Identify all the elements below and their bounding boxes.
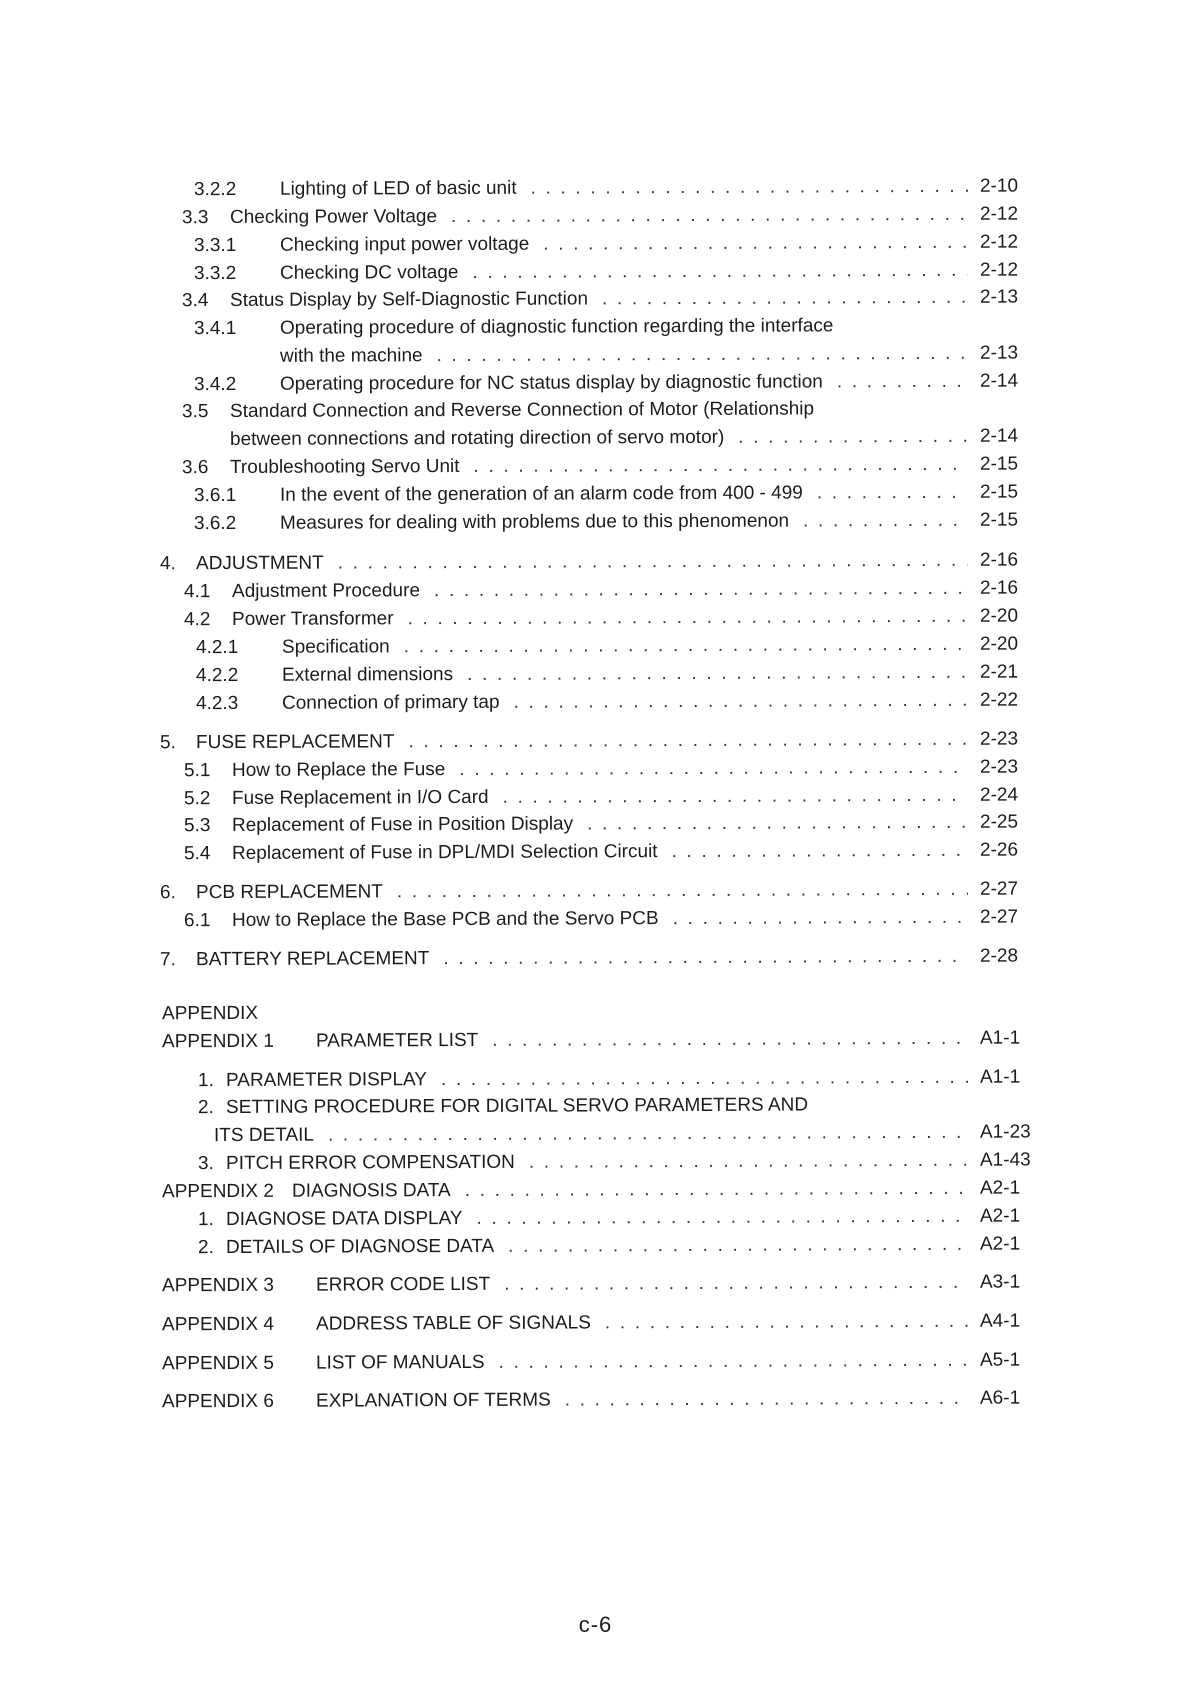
toc-entry-page: A1-43 <box>979 1149 1031 1171</box>
toc-entry-number: 4.2.1 <box>195 636 239 659</box>
toc-entry-number: 3.5 <box>181 401 209 423</box>
toc-entry-title: Fuse Replacement in I/O Card <box>231 786 489 809</box>
toc-entry-page: 2-23 <box>979 728 1019 750</box>
toc-entry-number: 4. <box>159 553 176 575</box>
toc-entry-page: 2-16 <box>979 577 1019 599</box>
toc-entry-page: A4-1 <box>979 1310 1021 1332</box>
toc-entry-title: How to Replace the Fuse <box>231 759 446 781</box>
toc-entry-title: Adjustment Procedure <box>231 580 421 602</box>
dot-leader <box>492 1024 968 1056</box>
toc-entry-title: with the machine <box>279 345 423 367</box>
toc-entry-number: 3.2.2 <box>193 178 237 201</box>
toc-entry-page: 2-13 <box>979 342 1019 364</box>
toc-entry <box>0 903 1022 937</box>
toc-entry-title: DETAILS OF DIAGNOSE DATA <box>225 1235 495 1259</box>
dot-leader <box>602 283 968 315</box>
toc-entry-number: APPENDIX 2 <box>161 1180 274 1203</box>
toc-entry-title: Status Display by Self-Diagnostic Function <box>229 288 589 311</box>
dot-leader <box>529 1146 968 1178</box>
dot-leader <box>671 836 968 867</box>
toc-entry-title: DIAGNOSIS DATA <box>291 1180 451 1202</box>
toc-entry-title: SETTING PROCEDURE FOR DIGITAL SERVO PARAMETERS AND <box>225 1094 809 1119</box>
toc-entry <box>0 1384 1022 1418</box>
dot-leader <box>803 506 968 537</box>
toc-entry-number: APPENDIX 3 <box>161 1274 274 1297</box>
toc-entry-page: 2-24 <box>979 784 1019 806</box>
toc-entry-title: Power Transformer <box>231 608 394 630</box>
dot-leader <box>587 808 968 840</box>
toc-entry <box>0 1230 1022 1264</box>
toc-entry-number: 3.6.1 <box>193 484 237 507</box>
toc-entry-number: 3.4 <box>181 290 209 312</box>
toc-entry-number: 1. <box>197 1070 214 1092</box>
toc-entry-number: 3.3 <box>181 207 209 229</box>
toc-entry-page: A2-1 <box>979 1177 1021 1199</box>
toc-entry-title: ADJUSTMENT <box>195 552 324 575</box>
toc-entry-number: 5.3 <box>183 815 211 837</box>
toc-entry-number: 4.2 <box>183 609 211 631</box>
toc-entry-number: APPENDIX 4 <box>161 1313 274 1336</box>
toc-entry <box>0 686 1022 720</box>
toc-entry-title: between connections and rotating direction of servo motor) <box>229 426 725 450</box>
toc-entry-page: 2-15 <box>979 481 1019 503</box>
toc-entry-title: Checking DC voltage <box>279 261 459 284</box>
toc-entry-number: 3.3.1 <box>193 234 237 257</box>
toc-entry-page: 2-12 <box>979 231 1019 253</box>
toc-entry-number: 5.2 <box>183 788 211 810</box>
toc-entry-number: 4.2.3 <box>195 692 239 715</box>
toc-entry-title: In the event of the generation of an alarm code from 400 - 499 <box>279 482 803 506</box>
toc-entry-number: 4.1 <box>183 581 211 603</box>
toc-entry-number: 3.3.2 <box>193 262 237 285</box>
toc-entry-page: 2-26 <box>979 839 1019 861</box>
toc-entry-page: A3-1 <box>979 1271 1021 1293</box>
dot-leader <box>543 228 968 260</box>
toc-entry-number: 3.4.2 <box>193 373 237 396</box>
toc-entry-number: APPENDIX 5 <box>161 1352 274 1375</box>
toc-entry-title: How to Replace the Base PCB and the Servo PCB <box>231 908 659 931</box>
toc-entry-number: 4.2.2 <box>195 664 239 687</box>
toc-entry-title: PCB REPLACEMENT <box>195 881 383 904</box>
toc-entry-page: 2-15 <box>979 453 1019 475</box>
toc-entry-title: Lighting of LED of basic unit <box>279 177 517 200</box>
toc-entry-title: Checking input power voltage <box>279 233 530 256</box>
toc-entry-page: 2-14 <box>979 425 1019 447</box>
toc-entry-title: EXPLANATION OF TERMS <box>315 1389 551 1412</box>
dot-leader <box>605 1307 968 1339</box>
toc-entry-page: 2-21 <box>979 661 1019 683</box>
toc-entry <box>0 836 1022 870</box>
toc-entry-page: 2-27 <box>979 878 1019 900</box>
toc-entry-title: Operating procedure for NC status display by diagnostic function <box>279 371 823 395</box>
toc-entry-page: 2-13 <box>979 286 1019 308</box>
toc-entry-page: 2-23 <box>979 756 1019 778</box>
dot-leader <box>673 903 968 934</box>
toc-entry-title: Replacement of Fuse in DPL/MDI Selection Circuit <box>231 841 658 864</box>
toc-entry-page: 2-27 <box>979 906 1019 928</box>
toc-entry <box>0 1307 1022 1341</box>
toc-entry-title: Standard Connection and Reverse Connection of Motor (Relationship <box>229 398 815 422</box>
toc-entry-title: ERROR CODE LIST <box>315 1273 491 1296</box>
toc-entry-title: External dimensions <box>281 664 454 686</box>
toc-entry-page: 2-25 <box>979 811 1019 833</box>
toc-entry-title: LIST OF MANUALS <box>315 1351 485 1374</box>
toc-entry-number: 6. <box>159 882 176 904</box>
toc-entry-number: 7. <box>159 949 176 971</box>
toc-entry <box>0 1024 1022 1058</box>
toc-entry-title: Checking Power Voltage <box>229 206 438 228</box>
toc-entry-page: A1-23 <box>979 1121 1031 1143</box>
toc-entry-page: 2-12 <box>979 259 1019 281</box>
dot-leader <box>504 1268 968 1300</box>
dot-leader <box>531 172 969 204</box>
toc-entry-page: 2-22 <box>979 689 1019 711</box>
toc-entry-number: 6.1 <box>183 910 211 932</box>
toc-entry-page: A2-1 <box>979 1205 1021 1227</box>
toc-entry-number: APPENDIX 6 <box>161 1390 274 1413</box>
toc-entry-number: 3.6.2 <box>193 512 237 535</box>
toc-entry-page: 2-14 <box>979 370 1019 392</box>
toc-entry-number: 2. <box>197 1097 214 1119</box>
toc-entry-page: 2-15 <box>979 509 1019 531</box>
toc-entry-number: 5. <box>159 732 176 754</box>
toc-entry-page: A1-1 <box>979 1027 1021 1049</box>
toc-entry-page: A5-1 <box>979 1349 1021 1371</box>
toc-entry-title: Measures for dealing with problems due to this phenomenon <box>279 510 790 534</box>
toc-entry-title: ADDRESS TABLE OF SIGNALS <box>315 1312 591 1335</box>
toc-entry-number: 5.4 <box>183 843 211 865</box>
toc-entry-title: PARAMETER LIST <box>315 1029 479 1052</box>
toc-entry-title: PITCH ERROR COMPENSATION <box>225 1151 515 1175</box>
toc-entry <box>0 1346 1022 1380</box>
dot-leader <box>817 478 968 509</box>
toc-entry-page: 2-28 <box>979 945 1019 967</box>
toc-entry-title: PARAMETER DISPLAY <box>225 1069 428 1092</box>
toc-entry-title: BATTERY REPLACEMENT <box>195 948 430 971</box>
dot-leader <box>499 1346 969 1378</box>
toc-entry <box>0 506 1022 540</box>
toc-entry-title: ITS DETAIL <box>213 1124 314 1147</box>
toc-entry-page: 2-20 <box>979 633 1019 655</box>
dot-leader <box>443 942 968 974</box>
dot-leader <box>565 1384 968 1416</box>
toc-entry-title: APPENDIX <box>161 1002 259 1025</box>
toc-entry-number: APPENDIX 1 <box>161 1030 274 1053</box>
toc-entry-number: 3.6 <box>181 457 209 479</box>
toc-entry-page: A6-1 <box>979 1387 1021 1409</box>
page-number: c-6 <box>578 1612 613 1637</box>
dot-leader <box>508 1230 968 1262</box>
toc-entry-title: FUSE REPLACEMENT <box>195 731 395 754</box>
toc-entry-title: Connection of primary tap <box>281 691 500 714</box>
toc-entry-page: A2-1 <box>979 1233 1021 1255</box>
toc-entry-title: Specification <box>281 636 390 658</box>
toc-entry-page: 2-10 <box>979 175 1019 197</box>
toc-entry <box>0 942 1022 976</box>
toc-entry-number: 3.4.1 <box>193 317 237 340</box>
toc-entry-page: 2-20 <box>979 605 1019 627</box>
toc-entry-number: 5.1 <box>183 760 211 782</box>
toc-entry-page: 2-16 <box>979 549 1019 571</box>
toc-entry-title: Replacement of Fuse in Position Display <box>231 813 574 836</box>
toc-entry-page: 2-12 <box>979 203 1019 225</box>
dot-leader <box>738 422 968 453</box>
toc-entry-number: 2. <box>197 1237 214 1259</box>
toc-entry-title: Operating procedure of diagnostic function regarding the interface <box>279 315 834 339</box>
toc-entry-title: DIAGNOSE DATA DISPLAY <box>225 1207 463 1231</box>
toc-entry <box>0 1268 1022 1302</box>
toc-entry-title: Troubleshooting Servo Unit <box>229 455 460 478</box>
toc-entry-number: 1. <box>197 1209 214 1231</box>
dot-leader <box>513 686 968 718</box>
toc-entry-page: A1-1 <box>979 1066 1021 1088</box>
toc-entry-number: 3. <box>197 1153 214 1175</box>
dot-leader <box>837 367 968 398</box>
